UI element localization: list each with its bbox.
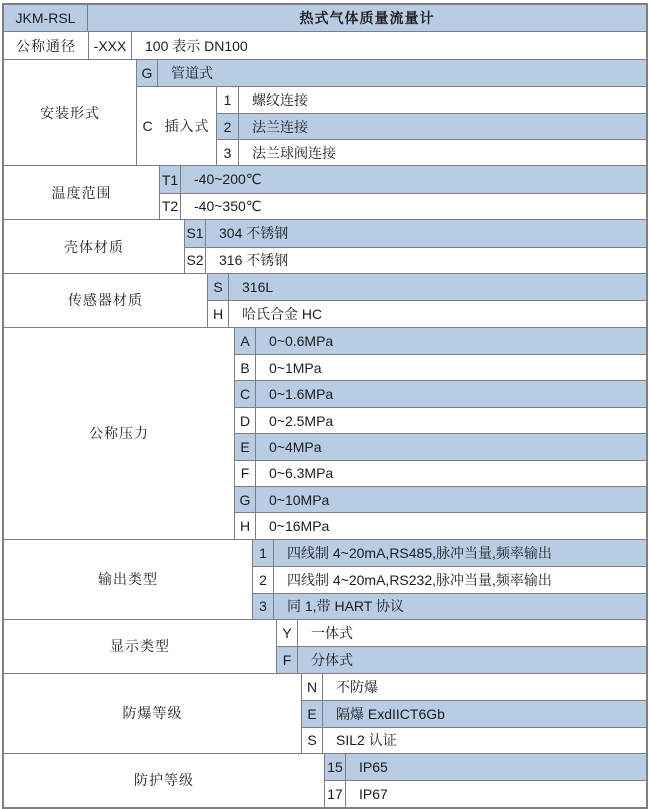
value-cell: 0~6.3MPa (269, 465, 334, 482)
code-cell: -XXX (88, 32, 132, 58)
table-row (252, 540, 646, 566)
value-cell: IP65 (359, 759, 388, 776)
code-cell: 2 (252, 567, 274, 592)
table-row (159, 193, 646, 219)
section-protection-rating (4, 753, 646, 807)
value-cell: 法兰球阀连接 (252, 144, 336, 161)
value-cell: 四线制 4~20mA,RS232,脉冲当量,频率输出 (287, 571, 552, 588)
table-row (234, 460, 646, 486)
code-cell: H (234, 513, 256, 538)
value-cell: 0~1.6MPa (269, 386, 334, 403)
code-cell: 3 (252, 594, 274, 619)
value-cell: 316 不锈钢 (219, 252, 289, 269)
section-label: 温度范围 (51, 184, 112, 201)
section-label: 显示类型 (110, 638, 170, 655)
section-sensor-material (4, 273, 646, 327)
value-cell: 0~4MPa (269, 438, 322, 455)
code-cell: T2 (159, 194, 181, 219)
value-cell: 螺纹连接 (252, 92, 308, 109)
table-row (234, 486, 646, 512)
code-cell: A (234, 328, 256, 354)
code-cell: 2 (217, 114, 239, 139)
spec-table (2, 3, 648, 809)
table-row (252, 593, 646, 619)
section-label: 防爆等级 (122, 705, 183, 722)
code-cell: S (301, 728, 323, 753)
code-cell: C (136, 87, 158, 165)
section-housing-material (4, 219, 646, 273)
value-cell: 一体式 (311, 625, 353, 642)
section-label: 公称压力 (89, 425, 149, 442)
code-cell: 17 (324, 781, 346, 806)
table-row (217, 87, 646, 113)
code-cell: 1 (217, 87, 239, 113)
table-row (301, 674, 646, 700)
table-row (234, 328, 646, 354)
code-cell: S2 (184, 248, 206, 273)
code-cell: N (301, 674, 323, 700)
section-nominal-diameter (4, 31, 646, 58)
section-installation-type (4, 59, 646, 166)
code-cell: 15 (324, 754, 346, 780)
value-cell: SIL2 认证 (336, 732, 397, 749)
code-cell: E (234, 434, 256, 459)
code-cell: Y (276, 620, 298, 646)
value-cell: 分体式 (311, 652, 353, 669)
value-cell: 不防爆 (336, 678, 378, 695)
section-temperature-range (4, 165, 646, 219)
section-display-type (4, 619, 646, 673)
table-row (234, 354, 646, 380)
table-row (234, 380, 646, 406)
code-cell: T1 (159, 166, 181, 192)
value-cell: 隔爆 ExdIICT6Gb (336, 705, 445, 722)
section-label: 安装形式 (40, 104, 100, 121)
table-row (234, 407, 646, 433)
value-cell: 法兰连接 (252, 118, 308, 135)
table-row (159, 166, 646, 192)
code-cell: S1 (184, 220, 206, 246)
section-label: 传感器材质 (68, 292, 143, 309)
code-cell: S (207, 274, 229, 300)
section-label: 壳体材质 (64, 238, 124, 255)
table-row (276, 620, 646, 646)
code-cell: E (301, 701, 323, 726)
table-row (276, 646, 646, 672)
model-code: JKM-RSL (4, 5, 88, 31)
value-cell: 100 表示 DN100 (145, 37, 248, 54)
code-cell: 1 (252, 540, 274, 566)
code-cell: F (234, 461, 256, 486)
value-cell: -40~350℃ (194, 197, 262, 214)
section-label: 公称通径 (16, 37, 76, 54)
table-row (207, 274, 646, 300)
table-row (234, 433, 646, 459)
table-row (324, 754, 646, 780)
value-cell: 哈氏合金 HC (242, 306, 323, 322)
code-cell: C (234, 381, 256, 406)
table-row (234, 512, 646, 538)
code-cell: D (234, 408, 256, 433)
code-cell: 3 (217, 140, 239, 165)
code-cell: H (207, 301, 229, 326)
table-row (207, 300, 646, 326)
insertion-type-block (136, 86, 646, 165)
page-title: 热式气体质量流量计 (299, 10, 435, 27)
section-nominal-pressure (4, 327, 646, 539)
table-row (324, 780, 646, 806)
section-explosion-proof-rating (4, 673, 646, 753)
value-cell: 0~2.5MPa (269, 412, 334, 429)
table-row (301, 727, 646, 753)
section-label: 防护等级 (134, 772, 194, 789)
value-cell: 0~10MPa (269, 491, 330, 508)
value-cell: 同 1,带 HART 协议 (287, 598, 404, 615)
sub-section-label: 插入式 (158, 87, 217, 165)
code-cell: G (136, 60, 158, 86)
section-output-type (4, 539, 646, 619)
header-row (4, 5, 646, 31)
value-cell: 0~1MPa (269, 359, 322, 376)
code-cell: B (234, 355, 256, 380)
code-cell: F (276, 647, 298, 672)
section-label: 输出类型 (98, 571, 158, 588)
table-row (136, 60, 646, 86)
table-row (252, 566, 646, 592)
value-cell: 316L (242, 279, 274, 296)
value-cell: 304 不锈钢 (219, 225, 289, 242)
value-cell: IP67 (359, 786, 388, 803)
code-cell: G (234, 487, 256, 512)
table-row (184, 247, 646, 273)
value-cell: 管道式 (171, 64, 213, 81)
table-row (217, 139, 646, 165)
table-row (301, 700, 646, 726)
table-row (184, 220, 646, 246)
value-cell: 0~16MPa (269, 518, 330, 535)
value-cell: -40~200℃ (194, 171, 262, 188)
value-cell: 0~0.6MPa (269, 332, 334, 349)
table-row (88, 32, 646, 58)
table-row (217, 113, 646, 139)
value-cell: 四线制 4~20mA,RS485,脉冲当量,频率输出 (287, 545, 552, 562)
